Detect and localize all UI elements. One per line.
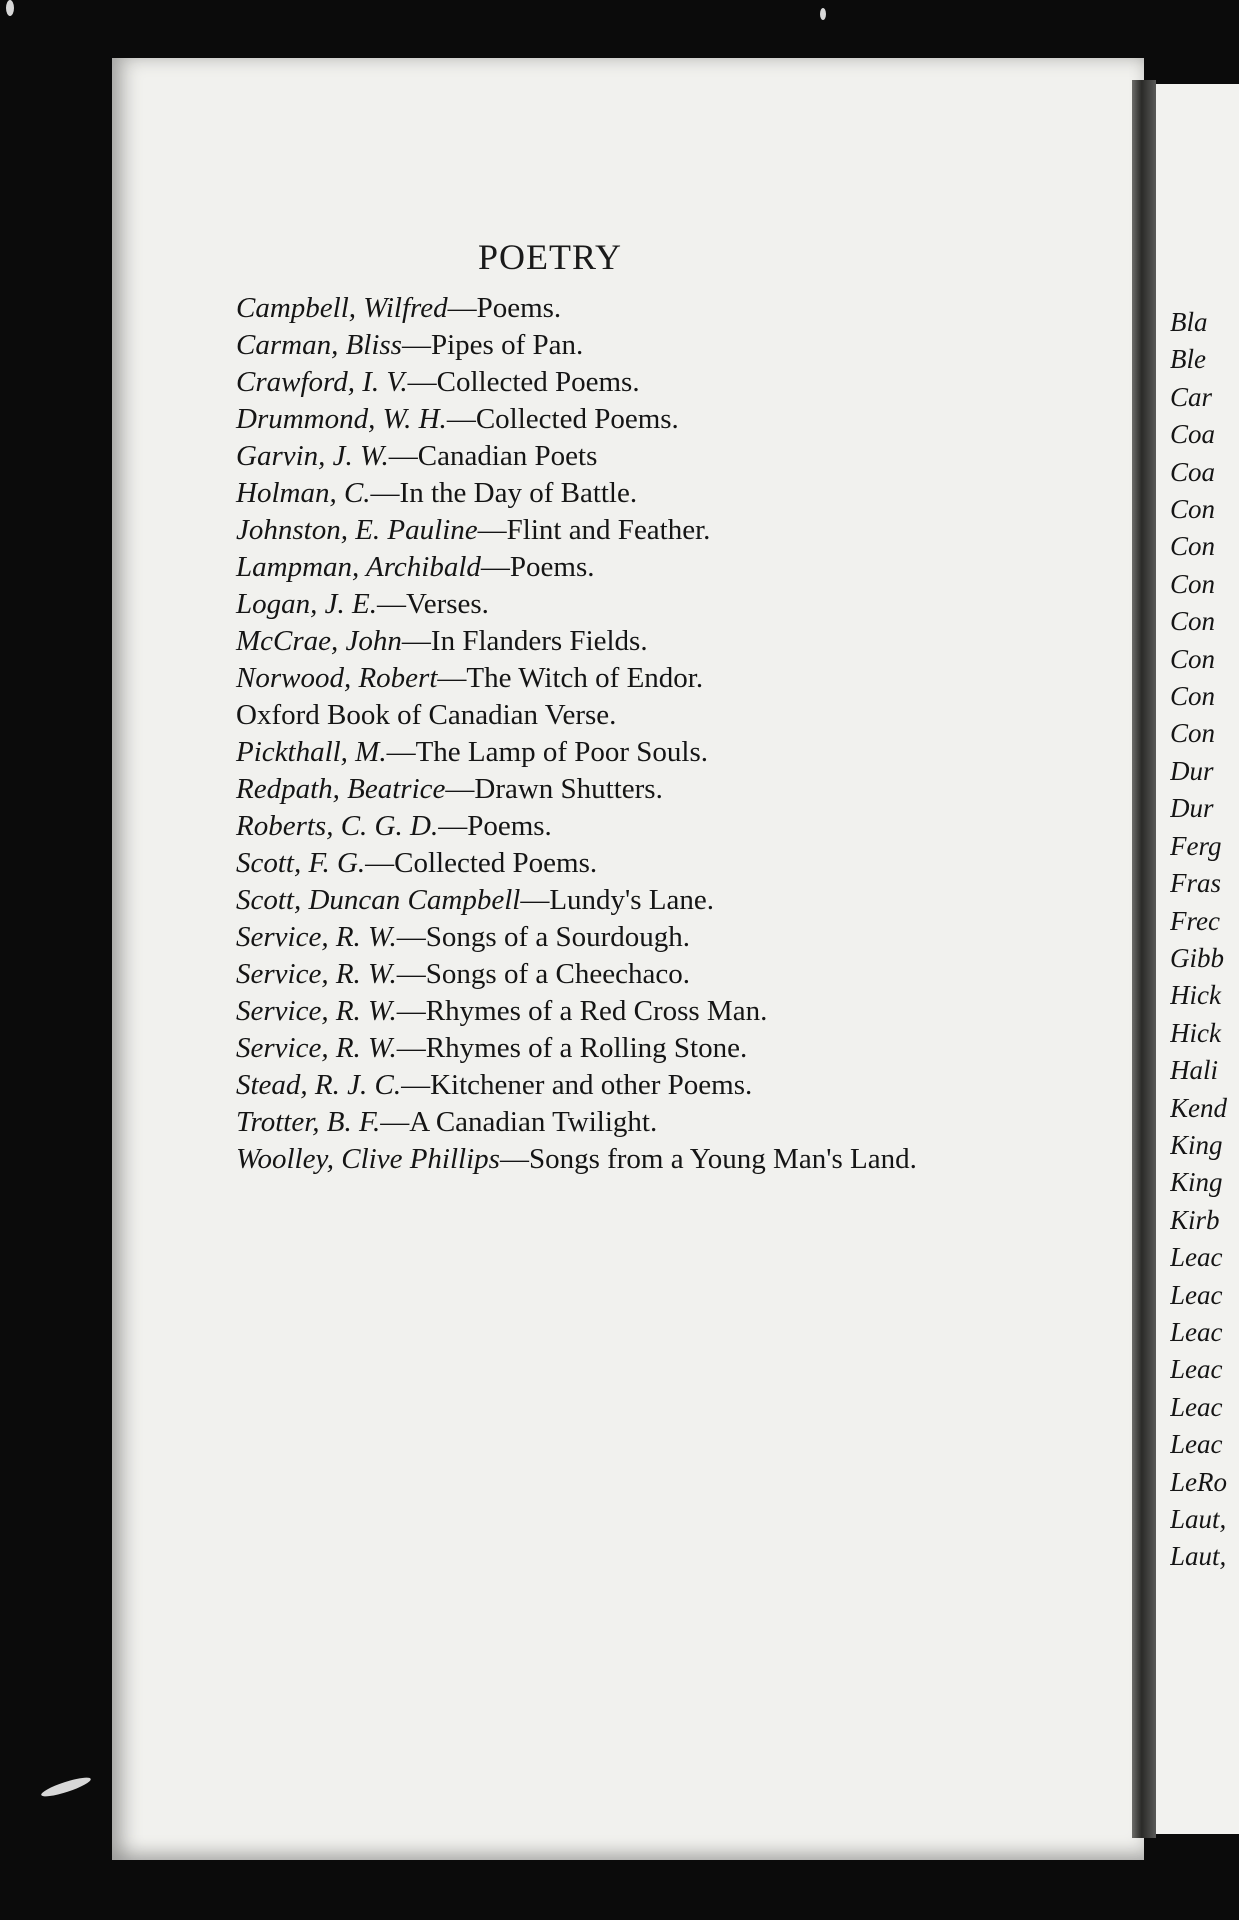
right-page-fragment: Kend <box>1170 1092 1227 1123</box>
dust-speck <box>40 1774 93 1800</box>
right-page-fragment: Leac <box>1170 1316 1223 1347</box>
bibliography-entry <box>236 623 1116 660</box>
bibliography-entry <box>236 438 1116 475</box>
right-page-fragment: Leac <box>1170 1279 1223 1310</box>
entry-title: —Rhymes of a Red Cross Man. <box>396 995 768 1027</box>
bibliography-entry <box>236 1067 1116 1104</box>
dust-speck <box>820 8 826 20</box>
entry-author: Woolley, Clive Phillips <box>236 1143 500 1175</box>
right-page-fragment: Con <box>1170 681 1216 712</box>
entry-author: Carman, Bliss <box>236 329 402 361</box>
entry-title: —In the Day of Battle. <box>370 477 638 509</box>
entry-title: —In Flanders Fields. <box>401 625 648 657</box>
right-page-fragment: Kirb <box>1170 1204 1220 1235</box>
entry-author: Holman, C. <box>236 477 371 509</box>
entry-title: —Collected Poems. <box>407 366 640 398</box>
entry-title: —Songs of a Sourdough. <box>396 921 691 953</box>
entry-title: —Rhymes of a Rolling Stone. <box>396 1032 748 1064</box>
bibliography-entry <box>236 919 1116 956</box>
right-page-fragment: Ferg <box>1170 830 1222 861</box>
bibliography-entry <box>236 697 1116 734</box>
dust-speck <box>6 0 14 16</box>
entry-title: —Collected Poems. <box>365 847 598 879</box>
entry-title: —Verses. <box>376 588 489 620</box>
entry-title: —Poems. <box>480 551 595 583</box>
bibliography-entry <box>236 401 1116 438</box>
bibliography-entry <box>236 290 1116 327</box>
entry-author: Roberts, C. G. D. <box>236 810 439 842</box>
entry-author: Crawford, I. V. <box>236 366 408 398</box>
right-page-fragment: Con <box>1170 643 1216 674</box>
entry-author: Norwood, Robert <box>236 662 438 694</box>
right-page-fragment: Fras <box>1170 868 1222 899</box>
right-page-fragment: LeRo <box>1170 1466 1227 1497</box>
entry-title: —Pipes of Pan. <box>401 329 584 361</box>
bibliography-entry <box>236 364 1116 401</box>
entry-title: —Songs of a Cheechaco. <box>396 958 690 990</box>
right-page-fragment: Con <box>1170 568 1216 599</box>
bibliography-entry <box>236 808 1116 845</box>
entry-author: Garvin, J. W. <box>236 440 389 472</box>
right-page-list <box>1170 304 1239 1576</box>
right-page-fragment: Hick <box>1170 980 1221 1011</box>
right-page-fragment: Con <box>1170 718 1216 749</box>
right-page-fragment: Coa <box>1170 419 1216 450</box>
right-page-fragment: Bla <box>1170 307 1208 337</box>
right-page-fragment: Leac <box>1170 1391 1223 1422</box>
right-page-fragment: Gibb <box>1170 942 1224 973</box>
right-page-fragment: Hali <box>1170 1055 1219 1086</box>
right-page-fragment: Con <box>1170 606 1216 637</box>
bibliography-entry <box>236 882 1116 919</box>
right-page-fragment: Ble <box>1170 344 1206 375</box>
entry-author: Service, R. W. <box>236 921 397 953</box>
entry-author: Lampman, Archibald <box>236 551 481 583</box>
bibliography-entry <box>236 1030 1116 1067</box>
right-page-fragment: King <box>1170 1167 1223 1198</box>
bibliography-entry <box>236 586 1116 623</box>
bibliography-entry <box>236 1141 1116 1178</box>
bibliography-entry <box>236 660 1116 697</box>
bibliography-list <box>236 290 1116 1178</box>
entry-author: Stead, R. J. C. <box>236 1069 402 1101</box>
bibliography-entry <box>236 327 1116 364</box>
bibliography-entry <box>236 1104 1116 1141</box>
entry-author: Service, R. W. <box>236 995 397 1027</box>
entry-title: —Poems. <box>438 810 552 842</box>
entry-author: Johnston, E. Pauline <box>236 514 478 546</box>
entry-title: —The Witch of Endor. <box>437 662 704 694</box>
right-page-fragment: King <box>1170 1129 1223 1160</box>
entry-title: —Kitchener and other Poems. <box>401 1069 753 1101</box>
entry-author: Trotter, B. F. <box>236 1106 381 1138</box>
entry-title: —A Canadian Twilight. <box>380 1106 658 1138</box>
section-heading: POETRY <box>477 237 623 277</box>
entry-author: Logan, J. E. <box>236 588 377 620</box>
entry-author: Campbell, Wilfred <box>236 292 448 324</box>
right-page-fragment: Con <box>1170 494 1216 525</box>
right-page-fragment: Leac <box>1170 1242 1223 1273</box>
bibliography-entry <box>236 512 1116 549</box>
book-gutter <box>1132 80 1156 1838</box>
entry-author: Service, R. W. <box>236 1032 397 1064</box>
bibliography-entry <box>236 956 1116 993</box>
entry-author: McCrae, John <box>236 625 402 657</box>
right-page-fragment: Dur <box>1170 793 1214 824</box>
right-page-fragment: Dur <box>1170 755 1214 786</box>
bibliography-entry <box>236 771 1116 808</box>
right-page-fragment: Frec <box>1170 905 1220 936</box>
bibliography-entry <box>236 845 1116 882</box>
entry-author: Pickthall, M. <box>236 736 387 768</box>
bibliography-entry <box>236 549 1116 586</box>
right-page-fragment: Con <box>1170 531 1216 562</box>
entry-title: —Poems. <box>447 292 562 324</box>
entry-title: —Drawn Shutters. <box>445 773 663 805</box>
bibliography-entry <box>236 993 1116 1030</box>
entry-author: Scott, F. G. <box>236 847 366 879</box>
entry-title: —Canadian Poets <box>388 440 598 472</box>
entry-title: —The Lamp of Poor Souls. <box>386 736 708 768</box>
bibliography-entry <box>236 734 1116 771</box>
entry-author: Scott, Duncan Campbell <box>236 884 521 916</box>
right-page-fragment: Leac <box>1170 1354 1223 1385</box>
right-page-fragment: Laut, <box>1170 1504 1227 1534</box>
entry-title: —Flint and Feather. <box>477 514 711 546</box>
entry-author: Redpath, Beatrice <box>236 773 446 805</box>
bibliography-entry <box>236 475 1116 512</box>
entry-title: —Songs from a Young Man's Land. <box>499 1143 917 1175</box>
entry-author: Service, R. W. <box>236 958 397 990</box>
entry-title: Oxford Book of Canadian Verse. <box>236 699 617 731</box>
entry-title: —Collected Poems. <box>446 403 679 435</box>
right-page-fragment: Laut, <box>1170 1541 1227 1572</box>
right-page-fragment: Hick <box>1170 1017 1221 1048</box>
right-page-fragment: Coa <box>1170 456 1216 487</box>
entry-title: —Lundy's Lane. <box>520 884 715 916</box>
entry-author: Drummond, W. H. <box>236 403 447 435</box>
right-page-fragment: Car <box>1170 381 1213 412</box>
right-page-fragment: Leac <box>1170 1429 1223 1460</box>
